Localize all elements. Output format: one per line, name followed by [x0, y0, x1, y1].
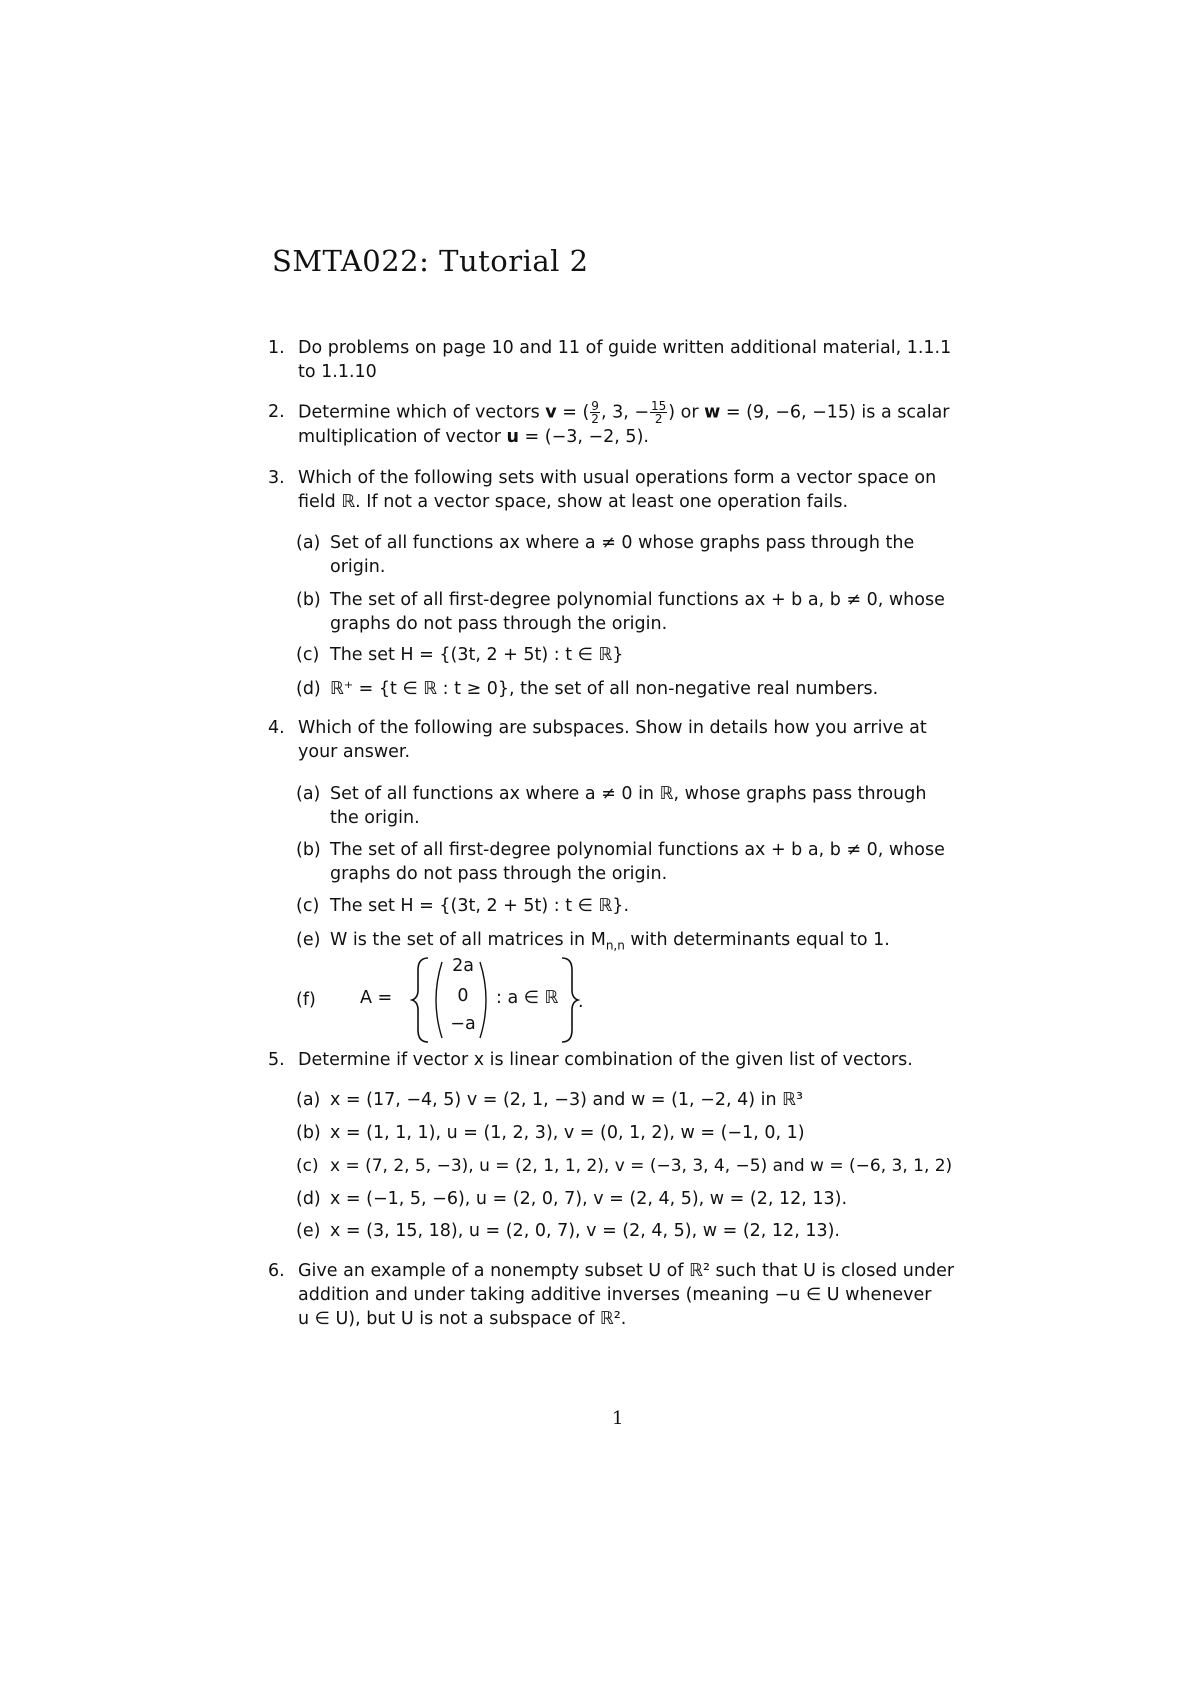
problem-5 — [268, 1048, 988, 1072]
subproblem-text-line: the origin. — [330, 808, 420, 828]
problem-2 — [268, 399, 988, 449]
subproblem-label: (c) — [296, 896, 320, 916]
subproblem-4c — [296, 894, 990, 918]
problem-3 — [268, 466, 988, 514]
fraction — [590, 400, 600, 425]
subproblem-label: (b) — [296, 590, 321, 610]
subproblem-text-line: The set H = {(3t, 2 + 5t) : t ∈ ℝ}. — [330, 896, 630, 916]
problem-text-line: addition and under taking additive inverses (meaning −u ∈ U whenever — [298, 1285, 932, 1305]
problem-text-line: field ℝ. If not a vector space, show at least one operation fails. — [298, 492, 849, 512]
problem-text-line: Which of the following are subspaces. Show in details how you arrive at — [298, 718, 927, 738]
subproblem-label: (e) — [296, 1221, 321, 1241]
subproblem-4b — [296, 838, 990, 886]
problem-text-line: u ∈ U), but U is not a subspace of ℝ². — [298, 1309, 627, 1329]
text-span: Determine which of vectors — [298, 402, 546, 423]
text-span: ) or — [668, 402, 705, 423]
problem-number: 1. — [268, 338, 285, 358]
page-number: 1 — [612, 1408, 624, 1429]
set-condition: : a ∈ ℝ — [496, 988, 559, 1008]
subproblem-label: (d) — [296, 679, 321, 699]
set-period: . — [578, 992, 584, 1012]
subproblem-label: (d) — [296, 1189, 321, 1209]
subproblem-label: (c) — [296, 645, 320, 665]
problem-number: 6. — [268, 1261, 285, 1281]
subproblem-text-line: Set of all functions ax where a ≠ 0 whose graphs pass through the — [330, 533, 915, 553]
subproblem-5d — [296, 1187, 990, 1211]
subproblem-text-line: ℝ⁺ = {t ∈ ℝ : t ≥ 0}, the set of all non-negative real numbers. — [330, 679, 879, 699]
subproblem-text-line: x = (7, 2, 5, −3), u = (2, 1, 1, 2), v = (−3, 3, 4, −5) and w = (−6, 3, 1, 2) — [330, 1156, 953, 1176]
subproblem-label: (a) — [296, 784, 321, 804]
fraction — [650, 400, 667, 425]
problem-text-line: your answer. — [298, 742, 411, 762]
numerator: 15 — [651, 399, 667, 413]
subscript: n,n — [605, 938, 625, 953]
subproblem-label: (c) — [296, 1156, 319, 1176]
problem-number: 4. — [268, 718, 285, 738]
problem-text-line — [298, 400, 988, 425]
text-span: = ( — [556, 402, 590, 423]
subproblem-label: (f) — [296, 990, 316, 1010]
matrix-entry: 0 — [457, 986, 469, 1006]
text-span: multiplication of vector — [298, 427, 507, 447]
vector-symbol: w — [704, 402, 721, 423]
problem-number: 2. — [268, 402, 285, 422]
problem-6 — [268, 1259, 988, 1331]
subproblem-5c — [296, 1154, 1010, 1178]
denominator: 2 — [591, 412, 599, 426]
subproblem-label: (a) — [296, 1090, 321, 1110]
text-span: = (−3, −2, 5). — [518, 427, 649, 447]
subproblem-text-line: The set of all first-degree polynomial functions ax + b a, b ≠ 0, whose — [330, 840, 945, 860]
problem-text-line: to 1.1.10 — [298, 362, 377, 382]
matrix-entry: 2a — [452, 956, 474, 976]
subproblem-text-line: origin. — [330, 557, 386, 577]
subproblem-text-line: graphs do not pass through the origin. — [330, 614, 668, 634]
text-span: , 3, − — [600, 402, 649, 423]
problem-text-line — [298, 425, 988, 449]
subproblem-label: (e) — [296, 930, 321, 950]
subproblem-text-line: graphs do not pass through the origin. — [330, 864, 668, 884]
subproblem-3a — [296, 531, 990, 579]
subproblem-3b — [296, 588, 990, 636]
subproblem-3d — [296, 677, 990, 701]
subproblem-text-line: x = (−1, 5, −6), u = (2, 0, 7), v = (2, 4, 5), w = (2, 12, 13). — [330, 1189, 848, 1209]
text-span: with determinants equal to 1. — [624, 930, 890, 950]
subproblem-label: (b) — [296, 840, 321, 860]
problem-1 — [268, 336, 988, 384]
text-span: = (9, −6, −15) is a scalar — [720, 402, 950, 423]
subproblem-label: (a) — [296, 533, 321, 553]
problem-text-line: Give an example of a nonempty subset U of ℝ² such that U is closed under — [298, 1261, 955, 1281]
subproblem-text-line: Set of all functions ax where a ≠ 0 in ℝ, whose graphs pass through — [330, 784, 927, 804]
numerator: 9 — [591, 399, 599, 413]
problem-number: 3. — [268, 468, 285, 488]
denominator: 2 — [654, 412, 663, 426]
subproblem-text-line: The set H = {(3t, 2 + 5t) : t ∈ ℝ} — [330, 645, 624, 665]
problem-text-line: Which of the following sets with usual operations form a vector space on — [298, 468, 937, 488]
problem-text-line: Do problems on page 10 and 11 of guide written additional material, 1.1.1 — [298, 338, 952, 358]
subproblem-text-line: x = (3, 15, 18), u = (2, 0, 7), v = (2, 4, 5), w = (2, 12, 13). — [330, 1221, 840, 1241]
subproblem-text-line: The set of all first-degree polynomial functions ax + b a, b ≠ 0, whose — [330, 590, 945, 610]
subproblem-5e — [296, 1219, 990, 1243]
subproblem-5a — [296, 1088, 990, 1112]
subproblem-text-line: x = (17, −4, 5) v = (2, 1, −3) and w = (1, −2, 4) in ℝ³ — [330, 1090, 804, 1110]
set-lhs: A = — [360, 988, 393, 1008]
subproblem-5b — [296, 1121, 990, 1145]
subproblem-4a — [296, 782, 990, 830]
vector-symbol: v — [545, 402, 557, 423]
subproblem-text-line: x = (1, 1, 1), u = (1, 2, 3), v = (0, 1, 2), w = (−1, 0, 1) — [330, 1123, 805, 1143]
subproblem-3c — [296, 643, 990, 667]
subproblem-label: (b) — [296, 1123, 321, 1143]
matrix-entry: −a — [450, 1014, 476, 1034]
problem-number: 5. — [268, 1050, 285, 1070]
problem-text-line: Determine if vector x is linear combination of the given list of vectors. — [298, 1050, 913, 1070]
vector-symbol: u — [506, 427, 519, 447]
problem-4 — [268, 716, 988, 764]
text-span: W is the set of all matrices in M — [330, 930, 606, 950]
page-title: SMTA022: Tutorial 2 — [272, 244, 589, 278]
